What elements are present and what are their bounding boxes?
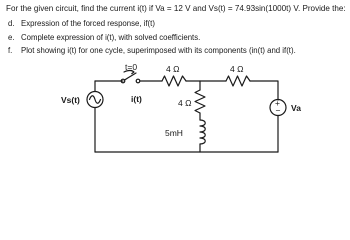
inductor-label: 5mH	[165, 128, 183, 138]
resistor-top-left	[162, 76, 186, 86]
switch-contact-right	[136, 79, 140, 83]
resistor-middle	[195, 90, 205, 113]
part-f-text: Plot showing i(t) for one cycle, superimposed with its components (in(t) and if(t).	[21, 46, 296, 55]
inductor-coil	[200, 120, 205, 144]
va-label: Va	[291, 103, 301, 113]
vs-label: Vs(t)	[61, 95, 80, 105]
resistor-top-right	[226, 76, 250, 86]
part-e-text: Complete expression of i(t), with solved coefficients.	[21, 33, 201, 42]
wire-r2-to-right	[250, 81, 278, 100]
part-f-letter: f.	[8, 46, 13, 55]
va-minus-sign: −	[275, 105, 281, 116]
problem-intro: For the given circuit, find the current i(t) if Va = 12 V and Vs(t) = 74.93sin(1000t) V. Provide the:	[6, 4, 346, 13]
resistor-top-left-label: 4 Ω	[166, 64, 180, 74]
part-e-letter: e.	[8, 33, 15, 42]
switch-label: t=0	[125, 62, 138, 72]
sine-icon	[90, 96, 101, 104]
current-label: i(t)	[131, 94, 142, 104]
switch-blade	[125, 73, 137, 80]
va-plus-sign: +	[275, 98, 280, 108]
part-d-text: Expression of the forced response, if(t)	[21, 19, 155, 28]
resistor-middle-label: 4 Ω	[178, 98, 192, 108]
part-d-letter: d.	[8, 19, 15, 28]
resistor-top-right-label: 4 Ω	[230, 64, 244, 74]
